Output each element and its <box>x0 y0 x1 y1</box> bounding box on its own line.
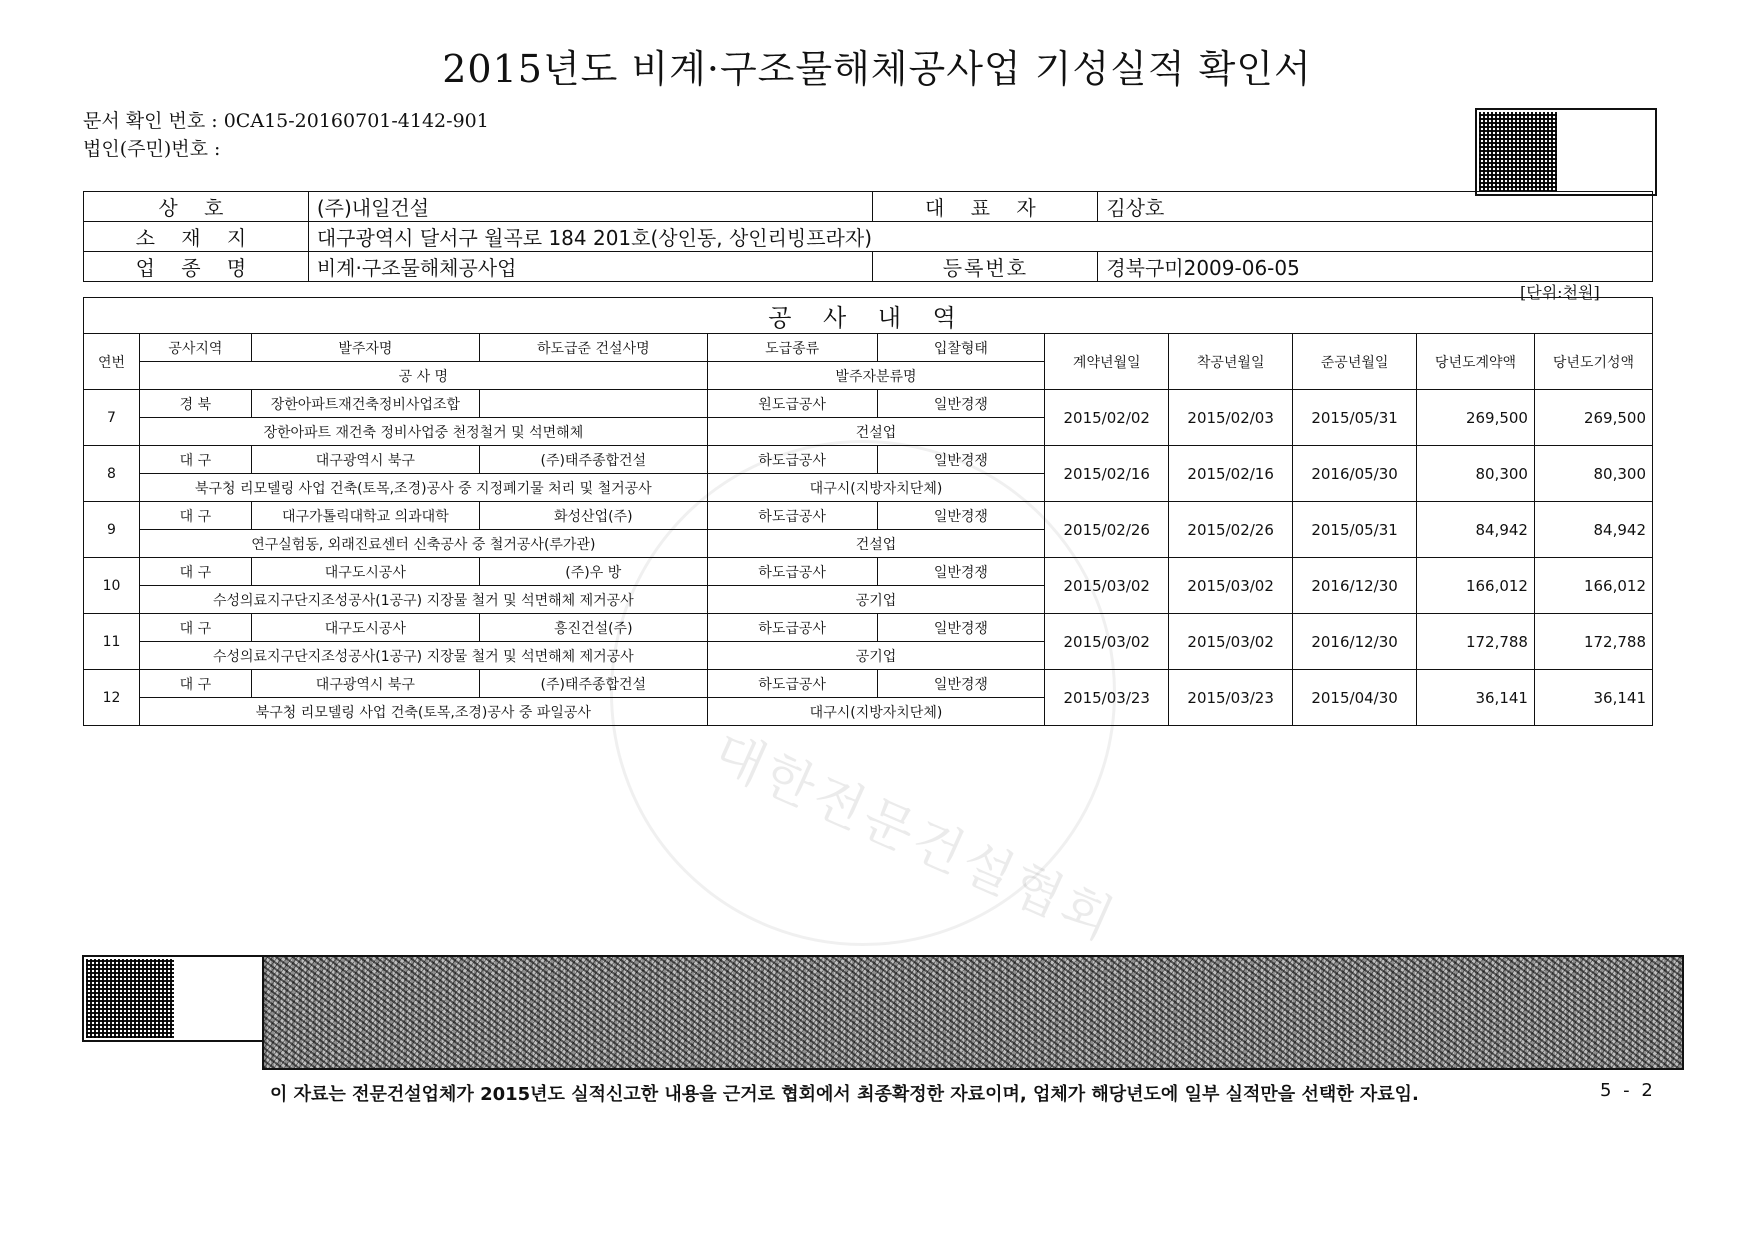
doc-number: 0CA15-20160701-4142-901 <box>223 110 489 132</box>
header-project-name: 공 사 명 <box>139 362 707 390</box>
row-contract-amount: 36,141 <box>1417 670 1535 726</box>
row-end-date: 2016/12/30 <box>1293 614 1417 670</box>
row-contract-date: 2015/03/23 <box>1045 670 1169 726</box>
table-row <box>84 670 1653 698</box>
row-project-name: 북구청 리모델링 사업 건축(토목,조경)공사 중 지정폐기물 처리 및 철거공사 <box>139 474 707 502</box>
row-start-date: 2015/03/02 <box>1169 558 1293 614</box>
row-orderer-class: 공기업 <box>707 586 1045 614</box>
row-region: 대 구 <box>139 446 251 474</box>
row-prime: 흥진건설(주) <box>479 614 707 642</box>
row-orderer-class: 건설업 <box>707 418 1045 446</box>
row-bid-type: 일반경쟁 <box>877 614 1045 642</box>
corp-number-label: 법인(주민)번호 <box>83 138 208 160</box>
header-contract-type: 도급종류 <box>707 334 877 362</box>
row-start-date: 2015/03/23 <box>1169 670 1293 726</box>
row-orderer-class: 대구시(지방자치단체) <box>707 698 1045 726</box>
row-contract-amount: 84,942 <box>1417 502 1535 558</box>
row-prime <box>479 390 707 418</box>
row-orderer: 대구광역시 북구 <box>251 670 479 698</box>
row-prime: 화성산업(주) <box>479 502 707 530</box>
row-end-date: 2015/05/31 <box>1293 390 1417 446</box>
row-region: 대 구 <box>139 558 251 586</box>
header-region: 공사지역 <box>139 334 251 362</box>
row-bid-type: 일반경쟁 <box>877 446 1045 474</box>
row-orderer-class: 공기업 <box>707 642 1045 670</box>
corp-number-line: 법인(주민)번호 : <box>83 138 221 160</box>
header-end-date: 준공년월일 <box>1293 334 1417 390</box>
row-contract-date: 2015/02/16 <box>1045 446 1169 502</box>
row-orderer: 대구도시공사 <box>251 614 479 642</box>
header-contract-amount: 당년도계약액 <box>1417 334 1535 390</box>
header-start-date: 착공년월일 <box>1169 334 1293 390</box>
row-no: 9 <box>84 502 140 558</box>
row-contract-amount: 80,300 <box>1417 446 1535 502</box>
row-prime: (주)우 방 <box>479 558 707 586</box>
ceo-name: 김상호 <box>1098 192 1653 222</box>
row-start-date: 2015/03/02 <box>1169 614 1293 670</box>
row-prime: (주)태주종합건설 <box>479 446 707 474</box>
row-region: 대 구 <box>139 502 251 530</box>
row-project-name: 수성의료지구단지조성공사(1공구) 지장물 철거 및 석면해체 제거공사 <box>139 642 707 670</box>
row-project-name: 장한아파트 재건축 정비사업중 천정철거 및 석면해체 <box>139 418 707 446</box>
page-number: 5 - 2 <box>1600 1080 1656 1101</box>
row-performance-amount: 36,141 <box>1534 670 1652 726</box>
row-start-date: 2015/02/03 <box>1169 390 1293 446</box>
row-contract-date: 2015/02/02 <box>1045 390 1169 446</box>
row-prime: (주)태주종합건설 <box>479 670 707 698</box>
header-orderer-class: 발주자분류명 <box>707 362 1045 390</box>
row-project-name: 수성의료지구단지조성공사(1공구) 지장물 철거 및 석면해체 제거공사 <box>139 586 707 614</box>
row-contract-type: 원도급공사 <box>707 390 877 418</box>
row-contract-date: 2015/03/02 <box>1045 558 1169 614</box>
row-performance-amount: 269,500 <box>1534 390 1652 446</box>
company-label: 상 호 <box>84 192 309 222</box>
ceo-label: 대 표 자 <box>873 192 1098 222</box>
row-start-date: 2015/02/16 <box>1169 446 1293 502</box>
row-no: 12 <box>84 670 140 726</box>
header-bid-type: 입찰형태 <box>877 334 1045 362</box>
row-end-date: 2015/05/31 <box>1293 502 1417 558</box>
row-orderer: 장한아파트재건축정비사업조합 <box>251 390 479 418</box>
row-no: 7 <box>84 390 140 446</box>
row-orderer-class: 건설업 <box>707 530 1045 558</box>
row-no: 11 <box>84 614 140 670</box>
row-no: 10 <box>84 558 140 614</box>
table-row <box>84 614 1653 642</box>
company-name: (주)내일건설 <box>308 192 873 222</box>
row-contract-date: 2015/02/26 <box>1045 502 1169 558</box>
header-contract-date: 계약년월일 <box>1045 334 1169 390</box>
address-label: 소 재 지 <box>84 222 309 252</box>
section-title: 공 사 내 역 <box>84 298 1653 334</box>
row-region: 경 북 <box>139 390 251 418</box>
row-orderer-class: 대구시(지방자치단체) <box>707 474 1045 502</box>
row-performance-amount: 80,300 <box>1534 446 1652 502</box>
row-bid-type: 일반경쟁 <box>877 390 1045 418</box>
row-no: 8 <box>84 446 140 502</box>
table-row <box>84 446 1653 474</box>
watermark-text: 대한전문건설협회 <box>704 721 1126 954</box>
row-project-name: 연구실험동, 외래진료센터 신축공사 중 철거공사(루가관) <box>139 530 707 558</box>
row-contract-amount: 166,012 <box>1417 558 1535 614</box>
header-orderer: 발주자명 <box>251 334 479 362</box>
encoded-barcode-strip <box>262 955 1684 1070</box>
row-region: 대 구 <box>139 614 251 642</box>
row-orderer: 대구광역시 북구 <box>251 446 479 474</box>
table-row <box>84 558 1653 586</box>
barcode-left <box>82 955 264 1042</box>
work-history-table <box>83 297 1653 726</box>
row-performance-amount: 84,942 <box>1534 502 1652 558</box>
header-no: 연번 <box>84 334 140 390</box>
row-start-date: 2015/02/26 <box>1169 502 1293 558</box>
address: 대구광역시 달서구 월곡로 184 201호(상인동, 상인리빙프라자) <box>308 222 1652 252</box>
header-prime: 하도급준 건설사명 <box>479 334 707 362</box>
table-row <box>84 390 1653 418</box>
regno-label: 등록번호 <box>873 252 1098 282</box>
business-label: 업 종 명 <box>84 252 309 282</box>
row-end-date: 2016/12/30 <box>1293 558 1417 614</box>
row-end-date: 2015/04/30 <box>1293 670 1417 726</box>
row-performance-amount: 166,012 <box>1534 558 1652 614</box>
row-contract-type: 하도급공사 <box>707 558 877 586</box>
row-contract-amount: 269,500 <box>1417 390 1535 446</box>
document-title: 2015년도 비계·구조물해체공사업 기성실적 확인서 <box>442 47 1312 91</box>
row-contract-date: 2015/03/02 <box>1045 614 1169 670</box>
row-contract-amount: 172,788 <box>1417 614 1535 670</box>
row-bid-type: 일반경쟁 <box>877 502 1045 530</box>
row-contract-type: 하도급공사 <box>707 670 877 698</box>
table-row <box>84 502 1653 530</box>
doc-number-label: 문서 확인 번호 <box>83 110 206 132</box>
company-info-table <box>83 191 1653 282</box>
row-orderer: 대구가톨릭대학교 의과대학 <box>251 502 479 530</box>
header-performance-amount: 당년도기성액 <box>1534 334 1652 390</box>
row-contract-type: 하도급공사 <box>707 614 877 642</box>
unit-label: [단위:천원] <box>1520 283 1600 302</box>
qr-code-top <box>1475 108 1657 196</box>
row-end-date: 2016/05/30 <box>1293 446 1417 502</box>
row-region: 대 구 <box>139 670 251 698</box>
row-bid-type: 일반경쟁 <box>877 670 1045 698</box>
row-bid-type: 일반경쟁 <box>877 558 1045 586</box>
row-contract-type: 하도급공사 <box>707 502 877 530</box>
footer-note: 이 자료는 전문건설업체가 2015년도 실적신고한 내용을 근거로 협회에서 최종확정한 자료이며, 업체가 해당년도에 일부 실적만을 선택한 자료임. <box>270 1084 1419 1105</box>
row-performance-amount: 172,788 <box>1534 614 1652 670</box>
doc-number-line: 문서 확인 번호 : 0CA15-20160701-4142-901 <box>83 110 489 132</box>
regno: 경북구미2009-06-05 <box>1098 252 1653 282</box>
business-type: 비계·구조물해체공사업 <box>308 252 873 282</box>
row-contract-type: 하도급공사 <box>707 446 877 474</box>
row-project-name: 북구청 리모델링 사업 건축(토목,조경)공사 중 파일공사 <box>139 698 707 726</box>
row-orderer: 대구도시공사 <box>251 558 479 586</box>
